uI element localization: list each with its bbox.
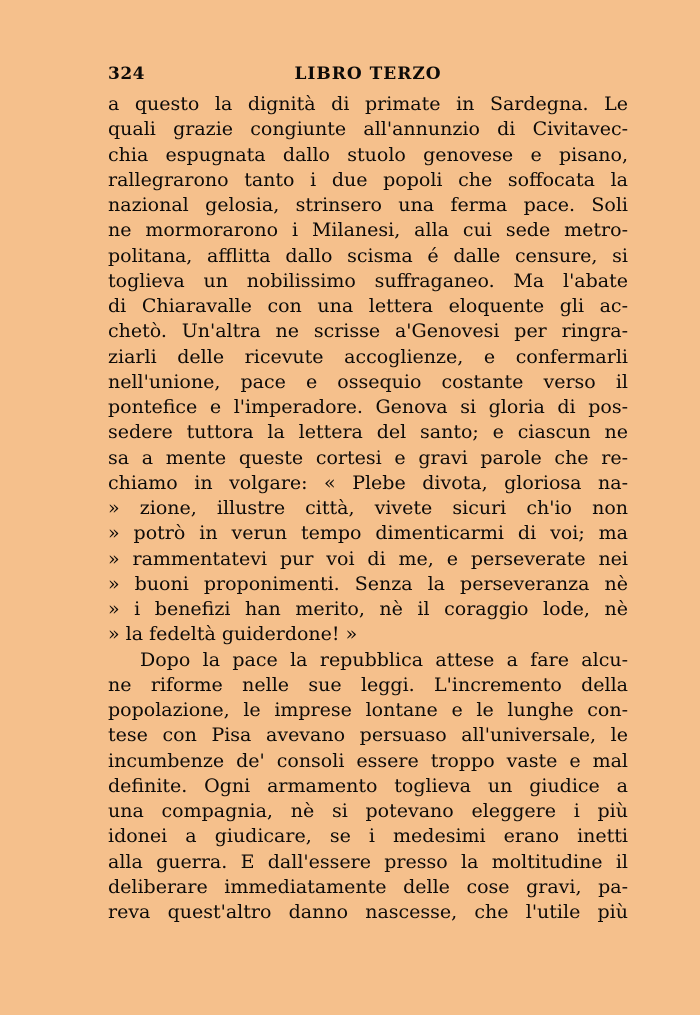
text-line: idonei a giudicare, se i medesimi erano inetti	[108, 825, 628, 848]
text-line: » potrò in verun tempo dimenticarmi di voi; ma	[108, 522, 628, 545]
text-line: quali grazie congiunte all'annunzio di Civitavec-	[108, 118, 628, 141]
text-line: pontefice e l'imperadore. Genova si gloria di pos-	[108, 396, 628, 418]
text-line: chia espugnata dallo stuolo genovese e pisano,	[108, 143, 628, 166]
text-line: di Chiaravalle con una lettera eloquente gli ac-	[108, 295, 628, 317]
text-line: reva quest'altro danno nascesse, che l'utile più	[108, 901, 628, 923]
text-line: » buoni proponimenti. Senza la perseveranza nè	[108, 572, 628, 595]
text-line: rallegrarono tanto i due popoli che soffocata la	[108, 168, 628, 191]
body-text	[108, 92, 628, 925]
text-line: a questo la dignità di primate in Sardegna. Le	[108, 93, 628, 115]
text-line: sa a mente queste cortesi e gravi parole che re-	[108, 446, 628, 469]
text-line: incumbenze de' consoli essere troppo vaste e mal	[108, 749, 628, 772]
text-line: deliberare immediatamente delle cose gravi, pa-	[108, 875, 628, 898]
text-line: » zione, illustre città, vivete sicuri ch'io non	[108, 497, 628, 519]
text-line: chetò. Un'altra ne scrisse a'Genovesi per ringra-	[108, 320, 628, 343]
text-line: » la fedeltà guiderdone! »	[108, 623, 358, 646]
text-line: ziarli delle ricevute accoglienze, e confermarli	[108, 345, 628, 368]
text-line: » i benefizi han merito, nè il coraggio lode, nè	[108, 598, 628, 620]
text-line: popolazione, le imprese lontane e le lunghe con-	[108, 699, 628, 721]
text-line: nell'unione, pace e ossequio costante verso il	[108, 370, 628, 393]
page-header	[108, 64, 628, 90]
running-title: LIBRO TERZO	[294, 64, 442, 84]
text-line: » rammentatevi pur voi di me, e perseverate nei	[108, 547, 628, 570]
text-line: ne mormorarono i Milanesi, alla cui sede metro-	[108, 219, 628, 242]
text-line: toglieva un nobilissimo suffraganeo. Ma l'abate	[108, 269, 628, 292]
text-line: Dopo la pace la repubblica attese a fare alcu-	[140, 648, 628, 671]
text-line: chiamo in volgare: « Plebe divota, gloriosa na-	[108, 471, 628, 494]
text-line: politana, afflitta dallo scisma é dalle censure, si	[108, 244, 628, 267]
text-line: definite. Ogni armamento toglieva un giudice a	[108, 774, 628, 797]
text-line: nazional gelosia, strinsero una ferma pace. Soli	[108, 194, 628, 216]
text-line: ne riforme nelle sue leggi. L'incremento della	[108, 673, 628, 696]
text-line: tese con Pisa avevano persuaso all'universale, le	[108, 724, 628, 747]
text-line: sedere tuttora la lettera del santo; e ciascun ne	[108, 421, 628, 444]
page-number: 324	[108, 64, 145, 84]
text-line: alla guerra. E dall'essere presso la moltitudine il	[108, 850, 628, 873]
text-line: una compagnia, nè si potevano eleggere i più	[108, 800, 628, 822]
